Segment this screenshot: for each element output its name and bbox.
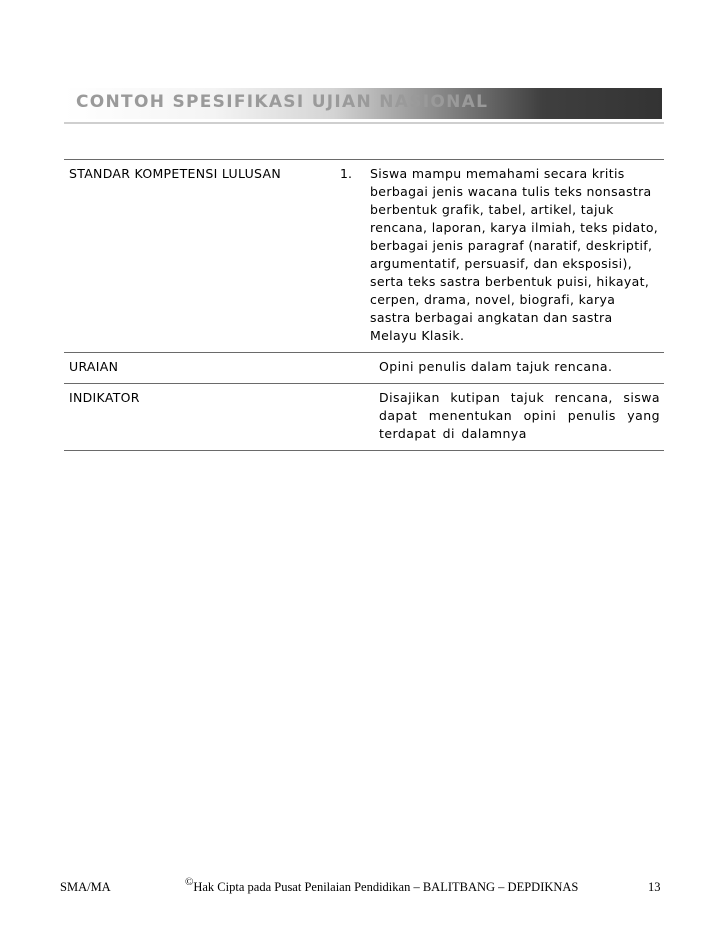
row-label: URAIAN <box>64 353 333 384</box>
uraian-text: Opini penulis dalam tajuk rencana. <box>379 359 613 374</box>
copyright-text: Hak Cipta pada Pusat Penilaian Pendidikan – BALITBANG – DEPDIKNAS <box>193 880 579 894</box>
banner-divider <box>64 122 664 124</box>
item-text: Siswa mampu memahami secara kritis berbagai jenis wacana tulis teks nonsastra berbentuk grafik, tabel, artikel, tajuk rencana, laporan, karya ilmiah, teks pidato, berbagai jenis paragraf (naratif, deskriptif, argumentatif, persuasif, dan eksposisi), serta teks sastra berbentuk puisi, hikayat, cerpen, drama, novel, biografi, karya sastra berbagai angkatan dan sastra Melayu Klasik. <box>370 166 659 343</box>
section-title: CONTOH SPESIFIKASI UJIAN NASIONAL <box>76 92 489 112</box>
page-number: 13 <box>648 880 661 894</box>
row-content <box>333 384 664 451</box>
table-row-standar <box>64 160 664 353</box>
row-content <box>333 160 664 353</box>
footer-school-level: SMA/MA <box>60 880 111 894</box>
row-label: STANDAR KOMPETENSI LULUSAN <box>64 160 333 353</box>
numbered-item <box>338 165 660 345</box>
row-label: INDIKATOR <box>64 384 333 451</box>
specification-table <box>64 159 664 451</box>
indikator-text: Disajikan kutipan tajuk rencana, siswa dapat menentukan opini penulis yang terdapat di dalamnya <box>379 390 660 441</box>
row-content <box>333 353 664 384</box>
table-row-uraian <box>64 353 664 384</box>
item-number: 1. <box>340 166 352 181</box>
copyright-symbol: © <box>185 876 194 888</box>
table-row-indikator <box>64 384 664 451</box>
footer-copyright <box>185 876 579 895</box>
